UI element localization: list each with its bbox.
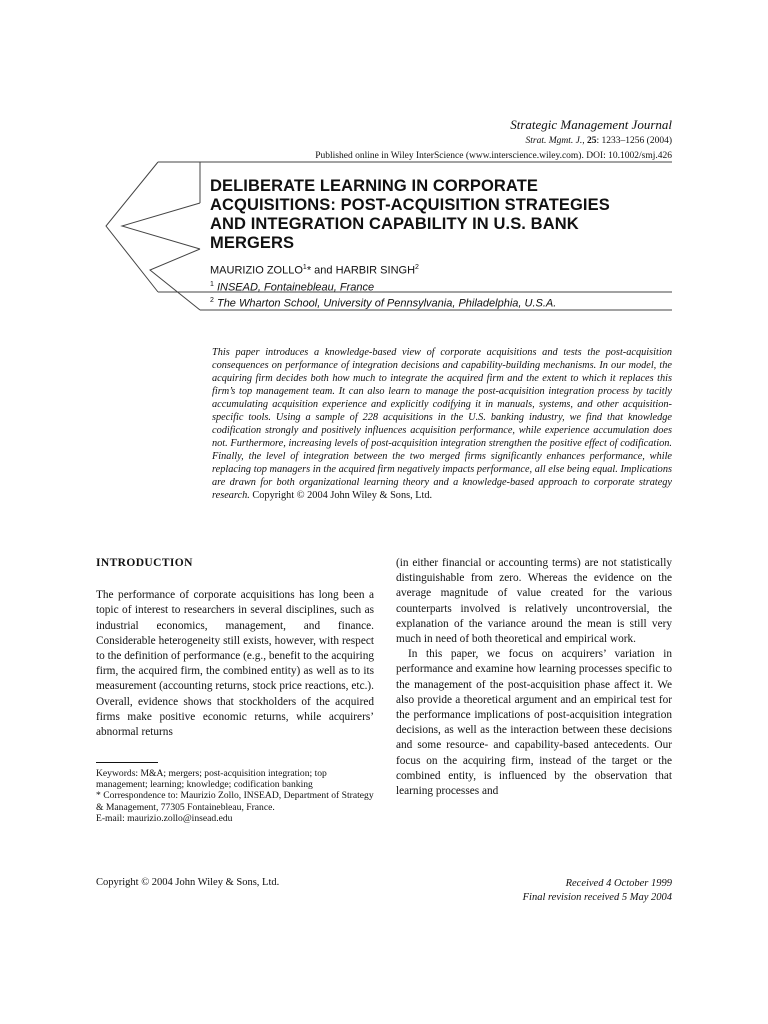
footnote-rule: [96, 762, 158, 763]
affiliation-sup: 2: [210, 297, 214, 305]
affiliation: [210, 278, 680, 295]
author-name: HARBIR SINGH: [335, 264, 416, 277]
title-line: ACQUISITIONS: POST-ACQUISITION STRATEGIES: [210, 196, 610, 214]
author-line: [210, 261, 680, 278]
abstract: [212, 346, 672, 502]
footer-copyright: Copyright © 2004 John Wiley & Sons, Ltd.: [96, 877, 280, 888]
author-affil-sup: 1: [302, 264, 307, 271]
title-line: MERGERS: [210, 234, 295, 252]
author-joiner: and: [311, 264, 336, 277]
body-paragraph: (in either financial or accounting terms) are not statistically distinguishable from zero. Whereas the evidence on the average magnitude of value created for the various counterparts involved is relatively uncontroversial, the explanation of the variance around the mean is still very much in need of both theoretical and empirical work.: [396, 557, 672, 646]
footnotes: [96, 768, 378, 824]
corresponding-mark: *: [306, 264, 312, 277]
published-online: Published online in Wiley InterScience (www.interscience.wiley.com). DOI: 10.1002/smj.426: [315, 151, 672, 161]
body-paragraph: In this paper, we focus on acquirers’ variation in performance and examine how learning processes specific to the management of the post-acquisition phase affect it. We also provide a theoretical argument and an empirical test for the performance implications of post-acquisition integration decisions, as well as the interaction between these decisions and some resource- and capability-based antecedents. Our focus on the acquiring firm, instead of the target or the combined entity, is influenced by the observation that learning processes and: [396, 648, 672, 798]
journal-name: Strategic Management Journal: [510, 117, 672, 132]
keywords: Keywords: M&A; mergers; post-acquisition integration; top management; learning; knowledge; codification banking: [96, 768, 327, 791]
body-column-left: [96, 556, 374, 740]
affiliation-text: The Wharton School, University of Pennsylvania, Philadelphia, U.S.A.: [216, 297, 557, 310]
email-note: E-mail: maurizio.zollo@insead.edu: [96, 812, 233, 824]
abstract-copyright: Copyright © 2004 John Wiley & Sons, Ltd.: [249, 490, 433, 501]
section-heading: INTRODUCTION: [96, 557, 193, 569]
citation-pages: : 1233–1256 (2004): [596, 136, 672, 146]
citation-volume: 25: [587, 136, 597, 146]
affiliation: [210, 294, 680, 311]
received-date: Received 4 October 1999: [565, 878, 672, 889]
article-title: [210, 177, 680, 253]
title-line: DELIBERATE LEARNING IN CORPORATE: [210, 177, 539, 195]
author-affil-sup: 2: [415, 264, 419, 271]
header-chevron-outer: [106, 162, 158, 292]
abstract-text: This paper introduces a knowledge-based view of corporate acquisitions and tests the post-acquisition consequences on performance of integration decisions and capability-building mechanisms. In our model, the acquiring firm decides both how much to integrate the acquired firm and the extent to which it replaces this firm’s top management team. It can also learn to manage the post-acquisition integration process by tacitly accumulating acquisition experience and explicitly codifying it in manuals, systems, and other acquisition-specific tools. Using a sample of 228 acquisitions in the U.S. banking industry, we find that knowledge codification strongly and positively influences acquisition performance, while experience accumulation does not. Furthermore, increasing levels of post-acquisition integration strengthen the positive effect of codification. Finally, the level of integration between the two merged firms significantly enhances performance, while replacing top managers in the acquired firm negatively impacts performance, all else being equal. Implications are drawn for both organizational learning theory and a knowledge-based approach to corporate strategy research.: [212, 347, 672, 501]
correspondence-note: * Correspondence to: Maurizio Zollo, INSEAD, Department of Strategy & Management, 77305 Fontainebleau, France.: [96, 790, 374, 813]
title-line: AND INTEGRATION CAPABILITY IN U.S. BANK: [210, 215, 579, 233]
citation-line: Strat. Mgmt. J., 25: 1233–1256 (2004): [525, 136, 672, 146]
title-block: [210, 177, 680, 311]
affiliation-sup: 1: [210, 280, 214, 288]
header-chevron-lower: [150, 249, 200, 310]
citation-abbrev: Strat. Mgmt. J.: [525, 136, 583, 146]
author-name: MAURIZIO ZOLLO: [210, 264, 303, 277]
final-revision-date: Final revision received 5 May 2004: [522, 892, 672, 903]
header-chevron-inner: [122, 203, 200, 249]
affiliation-text: INSEAD, Fontainebleau, France: [216, 281, 375, 294]
body-paragraph: The performance of corporate acquisitions has long been a topic of interest to researchers in several disciplines, such as industrial economics, management, and finance. Considerable heterogeneity still exists, however, with respect to the definition of performance (e.g., benefit to the acquiring firm, the acquired firm, the combined entity) as well as to its measurement (accounting returns, stock price reactions, etc.). Overall, evidence shows that stockholders of the acquired firms make positive economic returns, while acquirers’ abnormal returns: [96, 589, 374, 739]
footer-dates: [523, 877, 672, 905]
body-column-right: [396, 556, 672, 799]
header-connector: [158, 162, 200, 203]
